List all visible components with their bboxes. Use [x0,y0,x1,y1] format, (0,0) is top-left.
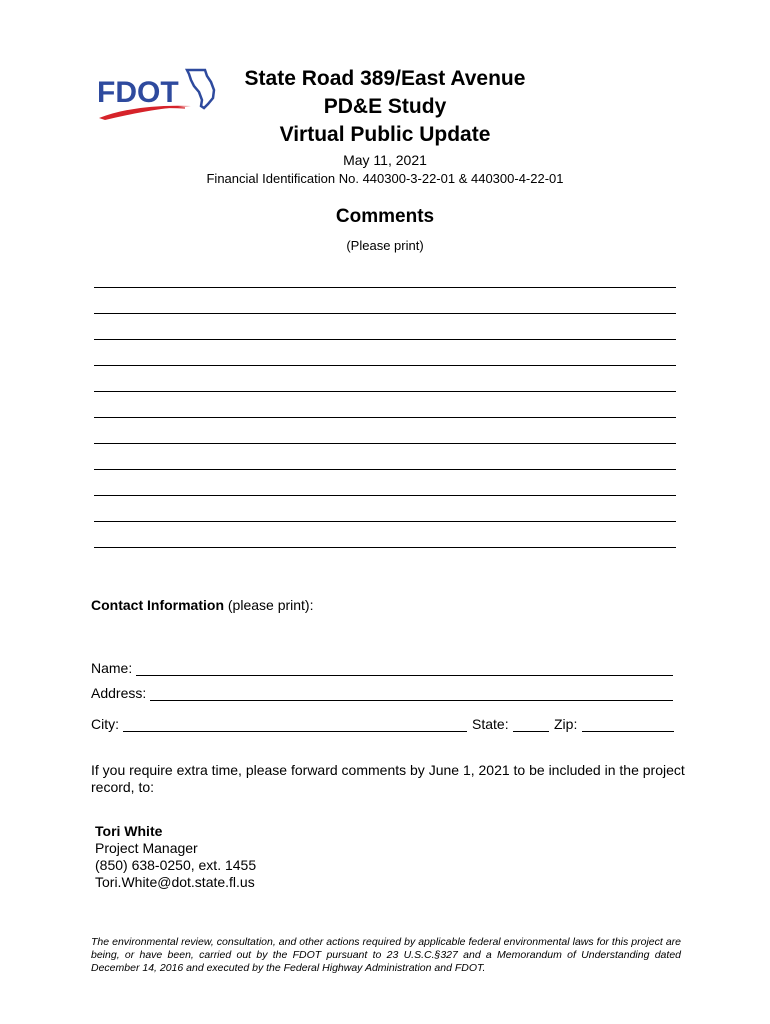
comments-heading: Comments [335,206,435,227]
comment-line[interactable] [94,469,676,470]
comment-line[interactable] [94,547,676,548]
recipient-phone: (850) 638-0250, ext. 1455 [95,857,257,873]
comment-line[interactable] [94,313,676,314]
comment-line[interactable] [94,365,676,366]
comment-line[interactable] [94,521,676,522]
name-label: Name: [91,660,133,676]
city-label: City: [91,716,119,732]
recipient-email[interactable]: Tori.White@dot.state.fl.us [95,874,255,890]
extra-time-instructions: If you require extra time, please forward comments by June 1, 2021 to be included in the project record, to: [91,762,685,795]
city-field[interactable] [123,731,467,732]
state-field[interactable] [513,731,549,732]
contact-heading-label: Contact Information [91,597,224,613]
name-field[interactable] [136,675,673,676]
zip-field[interactable] [582,731,674,732]
comments-instruction: (Please print) [346,238,424,253]
contact-heading [91,597,313,613]
document-date: May 11, 2021 [343,152,427,168]
comment-line[interactable] [94,339,676,340]
state-label: State: [472,716,509,732]
comment-line[interactable] [94,417,676,418]
comment-line[interactable] [94,391,676,392]
recipient-title: Project Manager [95,840,198,856]
logo-text: FDOT [97,76,179,109]
comment-line[interactable] [94,495,676,496]
address-label: Address: [91,685,147,701]
contact-heading-note: (please print): [227,597,314,613]
title-line-3: Virtual Public Update [279,123,491,146]
zip-label: Zip: [554,716,578,732]
financial-id: Financial Identification No. 440300-3-22-01 & 440300-4-22-01 [206,171,564,186]
title-line-1: State Road 389/East Avenue [244,67,526,90]
environmental-footnote: The environmental review, consultation, and other actions required by applicable federal environmental laws for this project are being, or have been, carried out by the FDOT pursuant to 23 U.S.C.§327 and a Memorandum of Understanding dated December 14, 2016 and executed by the Federal Highway Administration and FDOT. [91,936,681,974]
recipient-block [95,823,256,891]
recipient-name: Tori White [95,823,163,839]
comment-line[interactable] [94,287,676,288]
title-line-2: PD&E Study [323,95,447,118]
address-field[interactable] [150,700,673,701]
comment-line[interactable] [94,443,676,444]
fdot-logo [95,62,220,124]
